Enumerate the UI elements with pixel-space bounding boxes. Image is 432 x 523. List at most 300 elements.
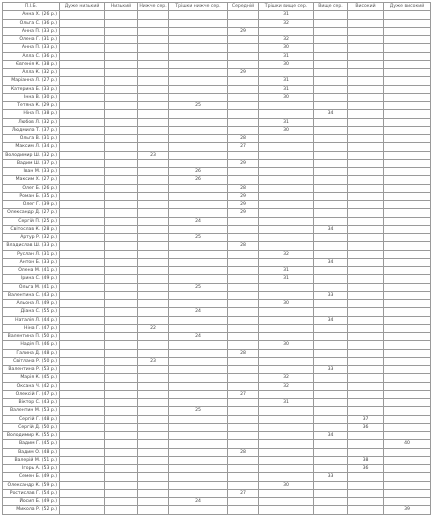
empty-cell xyxy=(105,234,138,242)
empty-cell xyxy=(384,77,431,85)
empty-cell xyxy=(105,300,138,308)
empty-cell xyxy=(105,217,138,225)
empty-cell xyxy=(60,234,105,242)
empty-cell xyxy=(314,423,348,431)
empty-cell xyxy=(60,506,105,514)
table-row xyxy=(3,234,431,242)
empty-cell xyxy=(138,283,169,291)
empty-cell xyxy=(259,110,314,118)
empty-cell xyxy=(259,102,314,110)
empty-cell xyxy=(105,316,138,324)
empty-cell xyxy=(105,333,138,341)
score-cell: 32 xyxy=(259,19,314,27)
empty-cell xyxy=(228,283,259,291)
table-row xyxy=(3,159,431,167)
empty-cell xyxy=(138,110,169,118)
header-very-high: Дуже високий xyxy=(384,3,431,11)
empty-cell xyxy=(384,382,431,390)
empty-cell xyxy=(228,366,259,374)
person-name-cell: Іван М. (33 р.) xyxy=(3,168,60,176)
empty-cell xyxy=(60,250,105,258)
empty-cell xyxy=(138,77,169,85)
empty-cell xyxy=(60,19,105,27)
empty-cell xyxy=(314,60,348,68)
empty-cell xyxy=(169,448,228,456)
empty-cell xyxy=(228,151,259,159)
empty-cell xyxy=(348,184,384,192)
empty-cell xyxy=(259,217,314,225)
empty-cell xyxy=(169,52,228,60)
empty-cell xyxy=(348,432,384,440)
empty-cell xyxy=(348,489,384,497)
empty-cell xyxy=(169,143,228,151)
score-cell: 25 xyxy=(169,283,228,291)
person-name-cell: Світлана Р. (50 р.) xyxy=(3,357,60,365)
score-cell: 31 xyxy=(259,52,314,60)
empty-cell xyxy=(105,11,138,19)
empty-cell xyxy=(169,366,228,374)
empty-cell xyxy=(105,85,138,93)
empty-cell xyxy=(259,432,314,440)
empty-cell xyxy=(384,93,431,101)
empty-cell xyxy=(384,275,431,283)
empty-cell xyxy=(169,250,228,258)
empty-cell xyxy=(60,283,105,291)
table-row xyxy=(3,135,431,143)
score-cell: 29 xyxy=(228,192,259,200)
person-name-cell: Анна Х. (26 р.) xyxy=(3,11,60,19)
score-cell: 33 xyxy=(314,291,348,299)
empty-cell xyxy=(105,283,138,291)
empty-cell xyxy=(105,473,138,481)
table-row xyxy=(3,126,431,134)
empty-cell xyxy=(228,44,259,52)
empty-cell xyxy=(384,201,431,209)
empty-cell xyxy=(60,349,105,357)
person-name-cell: Маріанна Л. (27 р.) xyxy=(3,77,60,85)
empty-cell xyxy=(138,209,169,217)
empty-cell xyxy=(105,52,138,60)
person-name-cell: Валентина Р. (53 р.) xyxy=(3,366,60,374)
empty-cell xyxy=(169,77,228,85)
empty-cell xyxy=(60,399,105,407)
empty-cell xyxy=(60,300,105,308)
person-name-cell: Йосип Б. (49 р.) xyxy=(3,498,60,506)
empty-cell xyxy=(228,465,259,473)
table-row xyxy=(3,168,431,176)
empty-cell xyxy=(348,19,384,27)
empty-cell xyxy=(169,267,228,275)
score-cell: 29 xyxy=(228,159,259,167)
empty-cell xyxy=(259,440,314,448)
score-cell: 24 xyxy=(169,217,228,225)
empty-cell xyxy=(348,168,384,176)
empty-cell xyxy=(314,159,348,167)
empty-cell xyxy=(384,258,431,266)
empty-cell xyxy=(60,448,105,456)
empty-cell xyxy=(169,341,228,349)
empty-cell xyxy=(314,481,348,489)
empty-cell xyxy=(314,267,348,275)
empty-cell xyxy=(259,423,314,431)
empty-cell xyxy=(60,242,105,250)
empty-cell xyxy=(259,456,314,464)
empty-cell xyxy=(138,440,169,448)
person-name-cell: Надія П. (46 р.) xyxy=(3,341,60,349)
empty-cell xyxy=(105,291,138,299)
empty-cell xyxy=(138,399,169,407)
empty-cell xyxy=(259,465,314,473)
empty-cell xyxy=(348,201,384,209)
person-name-cell: Максим Л. (34 р.) xyxy=(3,143,60,151)
table-row xyxy=(3,349,431,357)
empty-cell xyxy=(169,258,228,266)
empty-cell xyxy=(138,366,169,374)
empty-cell xyxy=(348,176,384,184)
empty-cell xyxy=(60,217,105,225)
table-row xyxy=(3,118,431,126)
empty-cell xyxy=(228,357,259,365)
empty-cell xyxy=(60,366,105,374)
empty-cell xyxy=(259,151,314,159)
person-name-cell: Ольга В. (31 р.) xyxy=(3,135,60,143)
empty-cell xyxy=(314,324,348,332)
empty-cell xyxy=(259,473,314,481)
empty-cell xyxy=(105,267,138,275)
empty-cell xyxy=(105,201,138,209)
empty-cell xyxy=(105,19,138,27)
person-name-cell: Людмила Т. (37 р.) xyxy=(3,126,60,134)
empty-cell xyxy=(314,308,348,316)
header-row xyxy=(3,3,431,11)
empty-cell xyxy=(60,225,105,233)
empty-cell xyxy=(60,184,105,192)
empty-cell xyxy=(228,234,259,242)
empty-cell xyxy=(60,60,105,68)
empty-cell xyxy=(105,407,138,415)
empty-cell xyxy=(314,36,348,44)
header-very-low: Дуже низький xyxy=(60,3,105,11)
table-row xyxy=(3,267,431,275)
empty-cell xyxy=(384,19,431,27)
empty-cell xyxy=(60,143,105,151)
empty-cell xyxy=(60,201,105,209)
empty-cell xyxy=(384,102,431,110)
empty-cell xyxy=(138,308,169,316)
empty-cell xyxy=(138,498,169,506)
empty-cell xyxy=(348,27,384,35)
empty-cell xyxy=(259,159,314,167)
empty-cell xyxy=(138,184,169,192)
empty-cell xyxy=(348,407,384,415)
empty-cell xyxy=(314,357,348,365)
table-row xyxy=(3,481,431,489)
empty-cell xyxy=(314,440,348,448)
empty-cell xyxy=(314,143,348,151)
empty-cell xyxy=(259,168,314,176)
empty-cell xyxy=(105,110,138,118)
empty-cell xyxy=(228,316,259,324)
empty-cell xyxy=(169,440,228,448)
person-name-cell: Алла С. (36 р.) xyxy=(3,52,60,60)
person-name-cell: Тетяна К. (29 р.) xyxy=(3,102,60,110)
score-cell: 28 xyxy=(228,135,259,143)
header-name: П.І.Б. xyxy=(3,3,60,11)
person-name-cell: Любов Л. (32 р.) xyxy=(3,118,60,126)
empty-cell xyxy=(228,382,259,390)
score-cell: 36 xyxy=(348,423,384,431)
empty-cell xyxy=(60,473,105,481)
header-below-average: Нижче сер. xyxy=(139,4,167,10)
score-cell: 25 xyxy=(169,234,228,242)
score-cell: 28 xyxy=(228,349,259,357)
score-cell: 28 xyxy=(228,242,259,250)
empty-cell xyxy=(105,456,138,464)
empty-cell xyxy=(228,498,259,506)
empty-cell xyxy=(384,316,431,324)
score-cell: 31 xyxy=(259,267,314,275)
empty-cell xyxy=(169,399,228,407)
empty-cell xyxy=(60,456,105,464)
empty-cell xyxy=(348,448,384,456)
empty-cell xyxy=(105,27,138,35)
empty-cell xyxy=(259,283,314,291)
empty-cell xyxy=(384,250,431,258)
empty-cell xyxy=(228,407,259,415)
empty-cell xyxy=(348,209,384,217)
score-cell: 30 xyxy=(259,44,314,52)
person-name-cell: Ігорь А. (53 р.) xyxy=(3,465,60,473)
empty-cell xyxy=(314,374,348,382)
empty-cell xyxy=(314,456,348,464)
empty-cell xyxy=(60,110,105,118)
person-name-cell: Вадим Ш. (37 р.) xyxy=(3,159,60,167)
score-cell: 39 xyxy=(384,506,431,514)
table-row xyxy=(3,473,431,481)
score-cell: 36 xyxy=(348,465,384,473)
empty-cell xyxy=(384,192,431,200)
empty-cell xyxy=(348,85,384,93)
score-cell: 34 xyxy=(314,110,348,118)
empty-cell xyxy=(105,481,138,489)
empty-cell xyxy=(259,291,314,299)
empty-cell xyxy=(348,300,384,308)
empty-cell xyxy=(228,415,259,423)
empty-cell xyxy=(314,407,348,415)
person-name-cell: Вадим О. (48 р.) xyxy=(3,448,60,456)
empty-cell xyxy=(105,192,138,200)
empty-cell xyxy=(105,143,138,151)
empty-cell xyxy=(60,390,105,398)
empty-cell xyxy=(348,333,384,341)
empty-cell xyxy=(259,225,314,233)
table-row xyxy=(3,390,431,398)
person-name-cell: Артур Р. (32 р.) xyxy=(3,234,60,242)
empty-cell xyxy=(384,349,431,357)
empty-cell xyxy=(259,27,314,35)
empty-cell xyxy=(348,382,384,390)
empty-cell xyxy=(60,93,105,101)
empty-cell xyxy=(105,390,138,398)
empty-cell xyxy=(348,110,384,118)
empty-cell xyxy=(105,308,138,316)
empty-cell xyxy=(169,19,228,27)
empty-cell xyxy=(228,11,259,19)
empty-cell xyxy=(259,209,314,217)
score-cell: 30 xyxy=(259,60,314,68)
empty-cell xyxy=(60,52,105,60)
empty-cell xyxy=(228,333,259,341)
empty-cell xyxy=(384,432,431,440)
empty-cell xyxy=(105,465,138,473)
score-cell: 32 xyxy=(259,250,314,258)
person-name-cell: Ірина С. (49 р.) xyxy=(3,275,60,283)
empty-cell xyxy=(259,176,314,184)
empty-cell xyxy=(384,374,431,382)
empty-cell xyxy=(60,126,105,134)
empty-cell xyxy=(138,465,169,473)
table-row xyxy=(3,192,431,200)
table-row xyxy=(3,432,431,440)
empty-cell xyxy=(138,341,169,349)
empty-cell xyxy=(348,267,384,275)
empty-cell xyxy=(60,357,105,365)
score-cell: 33 xyxy=(314,366,348,374)
empty-cell xyxy=(384,407,431,415)
empty-cell xyxy=(384,184,431,192)
table-row xyxy=(3,102,431,110)
table-row xyxy=(3,374,431,382)
empty-cell xyxy=(348,498,384,506)
empty-cell xyxy=(384,473,431,481)
empty-cell xyxy=(138,126,169,134)
empty-cell xyxy=(138,159,169,167)
empty-cell xyxy=(169,118,228,126)
empty-cell xyxy=(384,448,431,456)
empty-cell xyxy=(259,357,314,365)
empty-cell xyxy=(105,135,138,143)
empty-cell xyxy=(259,390,314,398)
empty-cell xyxy=(384,151,431,159)
empty-cell xyxy=(384,225,431,233)
score-cell: 30 xyxy=(259,341,314,349)
empty-cell xyxy=(105,324,138,332)
table-row xyxy=(3,27,431,35)
empty-cell xyxy=(384,357,431,365)
empty-cell xyxy=(138,481,169,489)
empty-cell xyxy=(105,242,138,250)
empty-cell xyxy=(314,184,348,192)
person-name-cell: Марія К. (45 р.) xyxy=(3,374,60,382)
empty-cell xyxy=(60,118,105,126)
empty-cell xyxy=(169,390,228,398)
empty-cell xyxy=(60,176,105,184)
empty-cell xyxy=(348,143,384,151)
person-name-cell: Владислав Ш. (33 р.) xyxy=(3,242,60,250)
table-row xyxy=(3,498,431,506)
table-row xyxy=(3,184,431,192)
empty-cell xyxy=(314,390,348,398)
empty-cell xyxy=(60,291,105,299)
empty-cell xyxy=(228,176,259,184)
empty-cell xyxy=(228,19,259,27)
score-cell: 30 xyxy=(259,300,314,308)
empty-cell xyxy=(348,440,384,448)
empty-cell xyxy=(348,357,384,365)
empty-cell xyxy=(60,382,105,390)
header-slightly-below-average: Трішки нижче сер. xyxy=(169,3,228,11)
person-name-cell: Віктор С. (43 р.) xyxy=(3,399,60,407)
empty-cell xyxy=(169,85,228,93)
empty-cell xyxy=(105,250,138,258)
empty-cell xyxy=(314,498,348,506)
empty-cell xyxy=(105,506,138,514)
person-name-cell: Галина Д. (48 р.) xyxy=(3,349,60,357)
empty-cell xyxy=(138,250,169,258)
table-row xyxy=(3,423,431,431)
empty-cell xyxy=(60,44,105,52)
empty-cell xyxy=(384,465,431,473)
empty-cell xyxy=(384,36,431,44)
empty-cell xyxy=(314,27,348,35)
empty-cell xyxy=(348,77,384,85)
empty-cell xyxy=(105,102,138,110)
score-cell: 31 xyxy=(259,399,314,407)
empty-cell xyxy=(169,291,228,299)
empty-cell xyxy=(348,349,384,357)
empty-cell xyxy=(228,506,259,514)
empty-cell xyxy=(384,143,431,151)
empty-cell xyxy=(60,308,105,316)
empty-cell xyxy=(169,36,228,44)
empty-cell xyxy=(169,209,228,217)
table-row xyxy=(3,357,431,365)
empty-cell xyxy=(105,118,138,126)
empty-cell xyxy=(314,234,348,242)
empty-cell xyxy=(384,498,431,506)
person-name-cell: Валентина С. (43 р.) xyxy=(3,291,60,299)
empty-cell xyxy=(384,291,431,299)
score-cell: 26 xyxy=(169,176,228,184)
empty-cell xyxy=(259,69,314,77)
empty-cell xyxy=(259,498,314,506)
empty-cell xyxy=(138,258,169,266)
empty-cell xyxy=(105,209,138,217)
person-name-cell: Олег Б. (26 р.) xyxy=(3,184,60,192)
score-cell: 40 xyxy=(384,440,431,448)
empty-cell xyxy=(105,258,138,266)
empty-cell xyxy=(138,176,169,184)
empty-cell xyxy=(314,118,348,126)
empty-cell xyxy=(259,192,314,200)
empty-cell xyxy=(259,415,314,423)
empty-cell xyxy=(138,456,169,464)
empty-cell xyxy=(348,60,384,68)
empty-cell xyxy=(384,399,431,407)
empty-cell xyxy=(384,118,431,126)
header-low: Низький xyxy=(105,3,138,11)
empty-cell xyxy=(60,192,105,200)
empty-cell xyxy=(384,456,431,464)
person-name-cell: Ольга М. (41 р.) xyxy=(3,283,60,291)
empty-cell xyxy=(60,498,105,506)
empty-cell xyxy=(169,44,228,52)
results-table xyxy=(2,2,431,515)
table-row xyxy=(3,489,431,497)
score-cell: 33 xyxy=(314,473,348,481)
table-row xyxy=(3,36,431,44)
empty-cell xyxy=(169,374,228,382)
